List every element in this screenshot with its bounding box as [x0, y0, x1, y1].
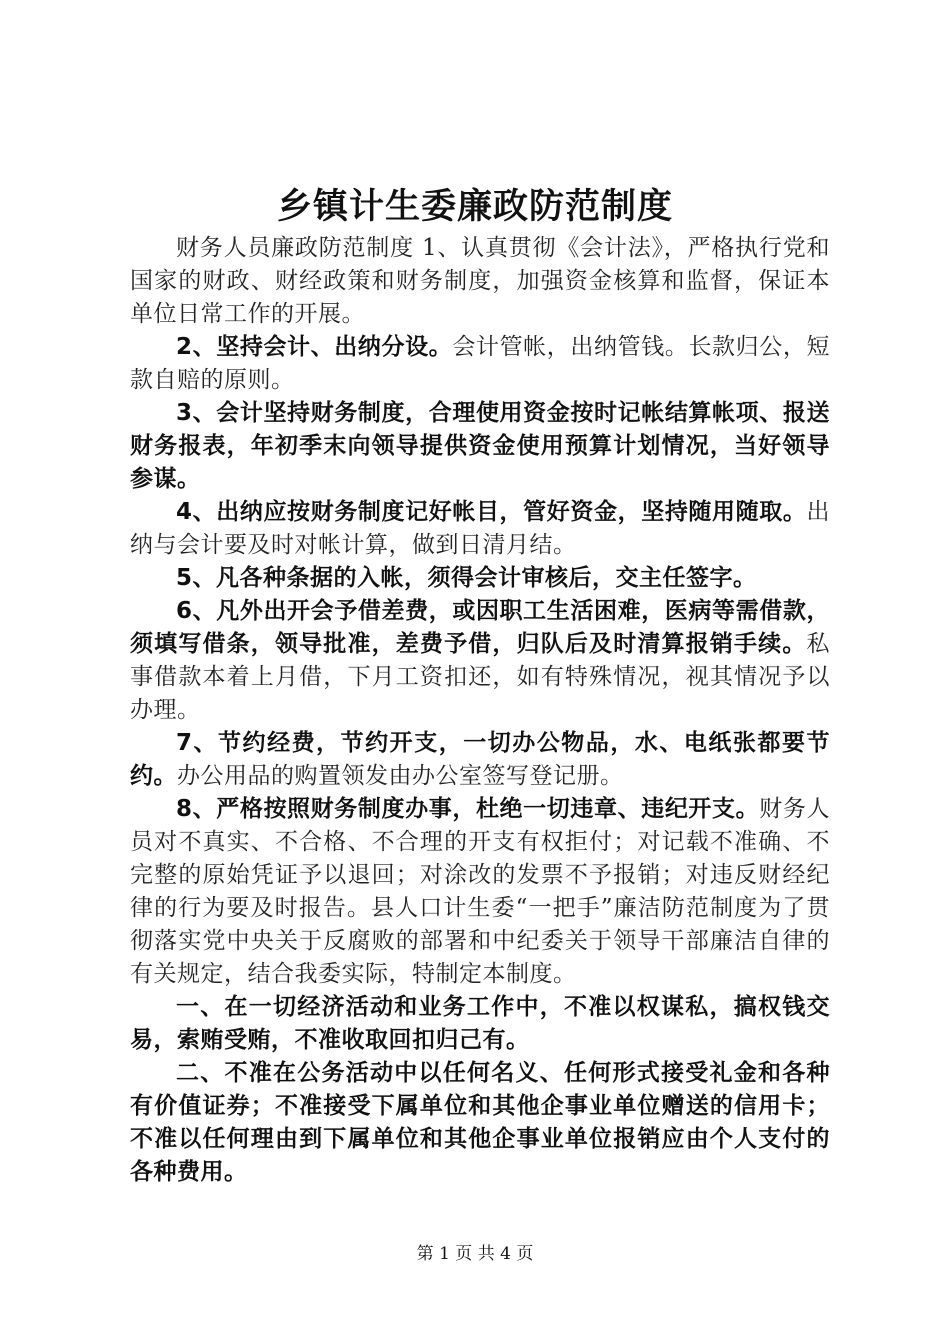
paragraph-8-bold: 8、严格按照财务制度办事，杜绝一切违章、违纪开支。 [176, 796, 760, 822]
paragraph-3 [130, 397, 830, 496]
paragraph-5 [130, 562, 830, 595]
paragraph-10 [130, 1057, 830, 1189]
page-footer: 第 1 页 共 4 页 [416, 1244, 534, 1264]
paragraph-4 [130, 496, 830, 562]
paragraph-7-regular: 办公用品的购置领发由办公室签写登记册。 [177, 763, 624, 789]
paragraph-6 [130, 595, 830, 727]
paragraph-2-bold: 2、坚持会计、出纳分设。 [176, 334, 453, 360]
document-title: 乡镇计生委廉政防范制度 [276, 187, 673, 227]
paragraph-2 [130, 331, 830, 397]
paragraph-9-bold: 一、在一切经济活动和业务工作中，不准以权谋私，搞权钱交易，索贿受贿，不准收取回扣归己有。 [130, 994, 830, 1053]
paragraph-7 [130, 727, 830, 793]
paragraph-10-bold: 二、不准在公务活动中以任何名义、任何形式接受礼金和各种有价值证券；不准接受下属单位和其他企事业单位赠送的信用卡；不准以任何理由到下属单位和其他企事业单位报销应由个人支付的各种费用。 [130, 1060, 830, 1185]
paragraph-3-bold: 3、会计坚持财务制度，合理使用资金按时记帐结算帐项、报送财务报表，年初季末向领导提供资金使用预算计划情况，当好领导参谋。 [130, 400, 830, 492]
paragraph-7-bold: 7、节约经费，节约开支，一切办公物品，水、电纸张都要节约。 [130, 730, 830, 789]
paragraph-8 [130, 793, 830, 991]
paragraph-1 [130, 232, 830, 331]
paragraph-9 [130, 991, 830, 1057]
document-body [130, 232, 830, 1189]
paragraph-1-regular: 财务人员廉政防范制度 1、认真贯彻《会计法》，严格执行党和国家的财政、财经政策和财务制度，加强资金核算和监督，保证本单位日常工作的开展。 [130, 235, 830, 327]
paragraph-6-regular: 私事借款本着上月借，下月工资扣还，如有特殊情况，视其情况予以办理。 [130, 631, 830, 723]
paragraph-4-bold: 4、出纳应按财务制度记好帐目，管好资金，坚持随用随取。 [176, 499, 807, 525]
paragraph-6-bold: 6、凡外出开会予借差费，或因职工生活困难，医病等需借款，须填写借条，领导批准，差费予借，归队后及时清算报销手续。 [130, 598, 830, 657]
paragraph-8-regular: 财务人员对不真实、不合格、不合理的开支有权拒付；对记载不准确、不完整的原始凭证予以退回；对涂改的发票不予报销；对违反财经纪律的行为要及时报告。县人口计生委“一把手”廉洁防范制度为了贯彻落实党中央关于反腐败的部署和中纪委关于领导干部廉洁自律的有关规定，结合我委实际，特制定本制度。 [130, 796, 831, 987]
paragraph-2-regular: 会计管帐，出纳管钱。长款归公，短款自赔的原则。 [130, 334, 831, 393]
paragraph-5-bold: 5、凡各种条据的入帐，须得会计审核后，交主任签字。 [176, 565, 757, 591]
paragraph-4-regular: 出纳与会计要及时对帐计算，做到日清月结。 [130, 499, 830, 558]
